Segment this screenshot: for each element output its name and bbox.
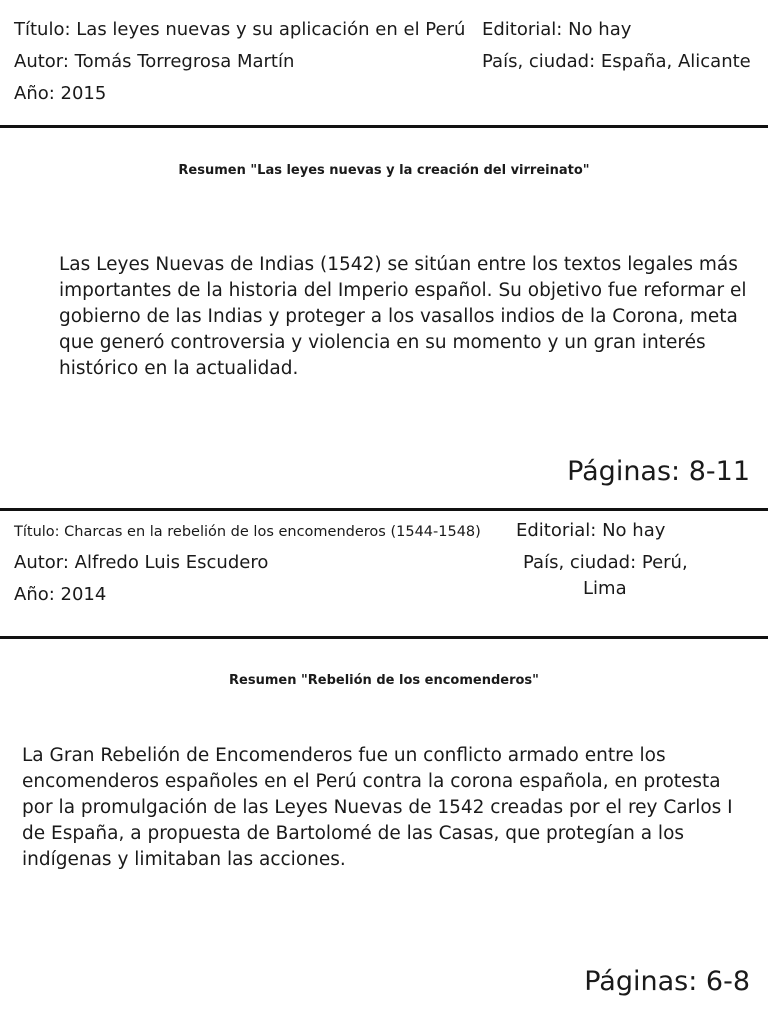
- divider-3: [0, 636, 768, 639]
- record2-author: Autor: Alfredo Luis Escudero: [14, 552, 269, 573]
- record2-pages: Páginas: 6-8: [584, 966, 750, 997]
- record1-title: Título: Las leyes nuevas y su aplicación en el Perú: [14, 19, 466, 40]
- divider-2: [0, 508, 768, 511]
- record1-pages: Páginas: 8-11: [567, 456, 750, 487]
- record2-country-city: País, ciudad: Perú,: [523, 552, 688, 573]
- record2-summary-text: La Gran Rebelión de Encomenderos fue un conflicto armado entre los encomenderos españoles en el Perú contra la corona española, en protesta por la promulgación de las Leyes Nuevas de 1542 creadas por el rey Carlos I de España, a propuesta de Bartolomé de las Casas, que protegían a los indígenas y limitaban las acciones.: [22, 745, 733, 870]
- record1-year: Año: 2015: [14, 83, 107, 104]
- record2-publisher: Editorial: No hay: [516, 520, 666, 541]
- record2-year: Año: 2014: [14, 584, 107, 605]
- record1-summary-title: Resumen "Las leyes nuevas y la creación del virreinato": [178, 163, 590, 178]
- record1-summary-text: Las Leyes Nuevas de Indias (1542) se sitúan entre los textos legales más importantes de la historia del Imperio español. Su objetivo fue reformar el gobierno de las Indias y proteger a los vasallos indios de la Corona, meta que generó controversia y violencia en su momento y un gran interés histórico en la actualidad.: [59, 254, 747, 379]
- record1-publisher: Editorial: No hay: [482, 19, 632, 40]
- record2-city: Lima: [583, 578, 627, 599]
- record1-author: Autor: Tomás Torregrosa Martín: [14, 51, 295, 72]
- record2-summary-title: Resumen "Rebelión de los encomenderos": [229, 673, 539, 688]
- record1-country-city: País, ciudad: España, Alicante: [482, 51, 751, 72]
- record2-title: Título: Charcas en la rebelión de los encomenderos (1544-1548): [14, 524, 481, 540]
- divider-1: [0, 125, 768, 128]
